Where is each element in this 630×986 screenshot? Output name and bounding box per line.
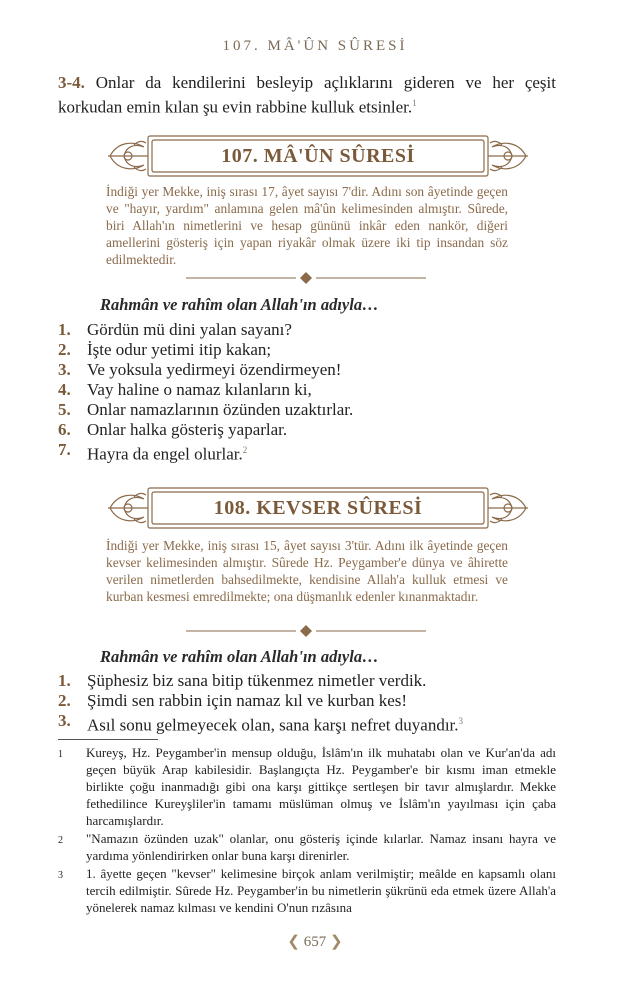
page-number-value: 657 (303, 934, 327, 950)
verse-number: 2. (58, 691, 71, 710)
surah-108-title: 108. KEVSER SÛRESİ (213, 497, 423, 519)
verse-text: Şimdi sen rabbin için namaz kıl ve kurban kes! (87, 691, 408, 710)
verse-text: İşte odur yetimi itip kakan; (87, 340, 272, 359)
surah-108-verses (58, 671, 558, 736)
footnote-separator (58, 739, 158, 740)
footnote-ref[interactable]: 1 (412, 98, 417, 108)
footnote-number: 1 (58, 749, 63, 760)
verse-number: 2. (58, 340, 71, 359)
footnote (58, 830, 556, 864)
basmala: Rahmân ve rahîm olan Allah'ın adıyla… (100, 647, 379, 666)
verse-number: 7. (58, 440, 71, 459)
footnote-ref[interactable]: 3 (458, 716, 464, 726)
verse (58, 340, 558, 360)
verse (58, 671, 558, 691)
verse (58, 320, 558, 340)
verse (58, 380, 558, 400)
page-number (0, 932, 630, 951)
ornament-right-icon: ❯ (330, 934, 343, 950)
verse (58, 440, 558, 465)
verse-text: Hayra da engel olurlar. (87, 444, 243, 464)
verse (58, 400, 558, 420)
verse-number: 5. (58, 400, 71, 419)
basmala: Rahmân ve rahîm olan Allah'ın adıyla… (100, 295, 379, 314)
footnote-number: 3 (58, 870, 63, 881)
verse (58, 691, 558, 711)
verse-number: 4. (58, 380, 71, 399)
verse-number: 1. (58, 320, 71, 339)
footnote-number: 2 (58, 835, 63, 846)
footnote-ref[interactable]: 2 (242, 445, 248, 455)
footnote (58, 744, 556, 829)
surah-108-description: İndiği yer Mekke, iniş sırası 15, âyet sayısı 3'tür. Adını ilk âyetinde geçen kevser kelimesinden almıştır. Sûrede Hz. Peygamber'e dünya ve âhirette verilen nimetlerden bahsedilmekte, kendisine Allah'a kulluk etmesi ve kurban kesmesi emredilmekte; ona düşmanlık edenler kınanmaktadır. (106, 538, 508, 604)
verse-text: Gördün mü dini yalan sayanı? (87, 320, 292, 339)
verse-text: Onlar namazlarının özünden uzaktırlar. (87, 400, 354, 419)
verse (58, 420, 558, 440)
verse (58, 711, 558, 736)
verse-number: 3. (58, 360, 71, 379)
running-head: 107. MÂ'ÛN SÛRESİ (222, 38, 408, 54)
ornament-divider-icon (186, 624, 426, 638)
surah-107-description: İndiği yer Mekke, iniş sırası 17, âyet sayısı 7'dir. Adını son âyetinde geçen ve "hayır, yardım" anlamına gelen mâ'ûn kelimesinden almıştır. Sûrede, biri Allah'ın nimetlerini ve hesap gününü inkâr eden nankör, diğeri amellerini gösteriş için yapan riyakâr olmak üzere iki tip insandan söz edilmektedir. (106, 184, 508, 267)
intro-verse-text: Onlar da kendilerini besleyip açlıklarını gideren ve her çeşit korkudan emin kılan şu evin rabbine kulluk etsinler. (58, 73, 556, 117)
verse-text: Şüphesiz biz sana bitip tükenmez nimetler verdik. (87, 671, 427, 690)
surah-107-banner (104, 133, 532, 179)
surah-108-banner (104, 485, 532, 531)
verse-number: 3. (58, 711, 71, 730)
footnote-text: Kureyş, Hz. Peygamber'in mensup olduğu, İslâm'ın ilk muhatabı olan ve Kur'an'da adı geçen büyük Arap kabilesidir. Başlangıçta Hz. Peygamber'e bir kısmı iman etmekle birlikte çoğu inanmadığı gibi ona karşı gittikçe sertleşen bir tavır almışlardır. Mekke fethedilince Kureyşliler'in tamamı müslüman olmuş ve İslâm'ın yayılması için çaba harcamışlardır. (86, 745, 556, 828)
verse (58, 360, 558, 380)
verse-text: Vay haline o namaz kılanların ki, (87, 380, 312, 399)
footnote-text: "Namazın özünden uzak" olanlar, onu gösteriş içinde kılarlar. Namaz insanı hayra ve yardıma yönlendirirken onlar buna karşı direnirler. (86, 831, 556, 863)
surah-107-verses (58, 320, 558, 465)
verse-number: 1. (58, 671, 71, 690)
verse-number: 6. (58, 420, 71, 439)
footnotes (58, 744, 556, 917)
intro-verse-number: 3-4. (58, 73, 85, 92)
verse-text: Asıl sonu gelmeyecek olan, sana karşı nefret duyandır. (87, 715, 459, 735)
ornament-divider-icon (186, 271, 426, 285)
intro-verse (58, 72, 556, 118)
verse-text: Ve yoksula yedirmeyi özendirmeyen! (87, 360, 342, 379)
footnote (58, 865, 556, 916)
surah-107-title: 107. MÂ'ÛN SÛRESİ (221, 145, 415, 167)
ornament-left-icon: ❮ (287, 934, 300, 950)
verse-text: Onlar halka gösteriş yaparlar. (87, 420, 288, 439)
footnote-text: 1. âyette geçen "kevser" kelimesine birçok anlam verilmiştir; meâlde en kapsamlı olanı tercih edilmiştir. Sûrede Hz. Peygamber'in bu nimetlerin şükrünü eda etmek üzere Allah'a yönelerek namaz kılması ve kendini O'nun rızâsına (86, 866, 556, 915)
